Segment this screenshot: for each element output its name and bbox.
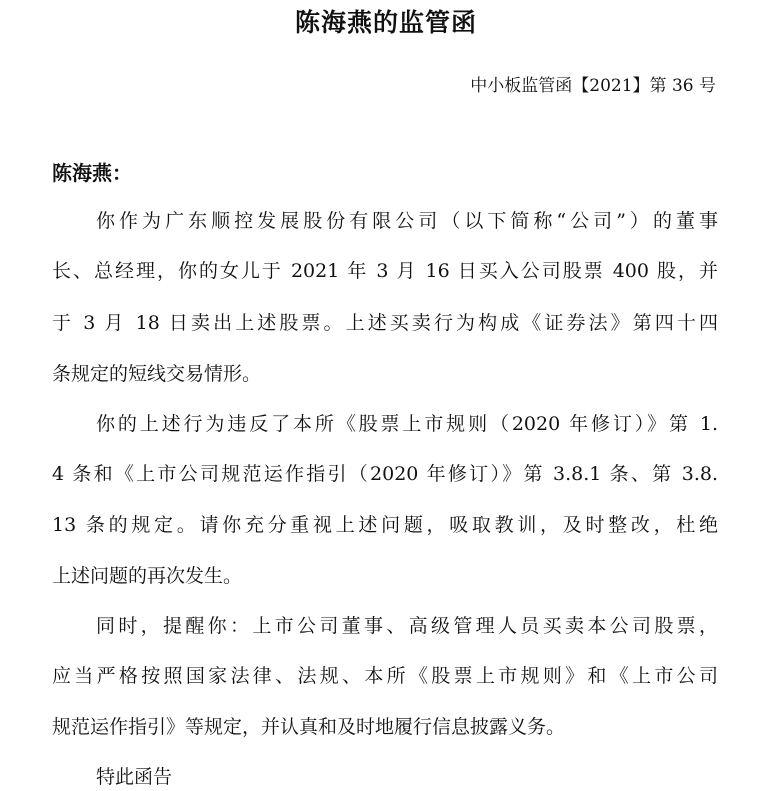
- paragraph-2-line-1: 你的上述行为违反了本所《股票上市规则（2020 年修订）》第 1.: [96, 413, 718, 435]
- paragraph-1-line-3: 于 3 月 18 日卖出上述股票。上述买卖行为构成《证券法》第四十四: [52, 312, 718, 334]
- paragraph-1-line-4: 条规定的短线交易情形。: [52, 363, 262, 385]
- closing-text: 特此函告: [96, 766, 173, 788]
- paragraph-3-line-1: 同时，提醒你：上市公司董事、高级管理人员买卖本公司股票，: [96, 615, 718, 637]
- addressee: 陈海燕：: [52, 161, 132, 185]
- paragraph-1-line-2: 长、总经理，你的女儿于 2021 年 3 月 16 日买入公司股票 400 股，并: [52, 260, 718, 282]
- document-number: 中小板监管函【2021】第 36 号: [470, 76, 716, 96]
- paragraph-1-line-1: 你作为广东顺控发展股份有限公司（以下简称“公司”）的董事: [96, 210, 718, 232]
- paragraph-3-line-2: 应当严格按照国家法律、法规、本所《股票上市规则》和《上市公司: [52, 665, 718, 687]
- paragraph-2-line-2: 4 条和《上市公司规范运作指引（2020 年修订）》第 3.8.1 条、第 3.8.: [52, 463, 718, 485]
- paragraph-2-line-3: 13 条的规定。请你充分重视上述问题，吸取教训，及时整改，杜绝: [52, 514, 718, 536]
- paragraph-3-line-3: 规范运作指引》等规定，并认真和及时地履行信息披露义务。: [52, 716, 566, 738]
- paragraph-2-line-4: 上述问题的再次发生。: [52, 565, 243, 587]
- page-title: 陈海燕的监管函: [294, 8, 477, 37]
